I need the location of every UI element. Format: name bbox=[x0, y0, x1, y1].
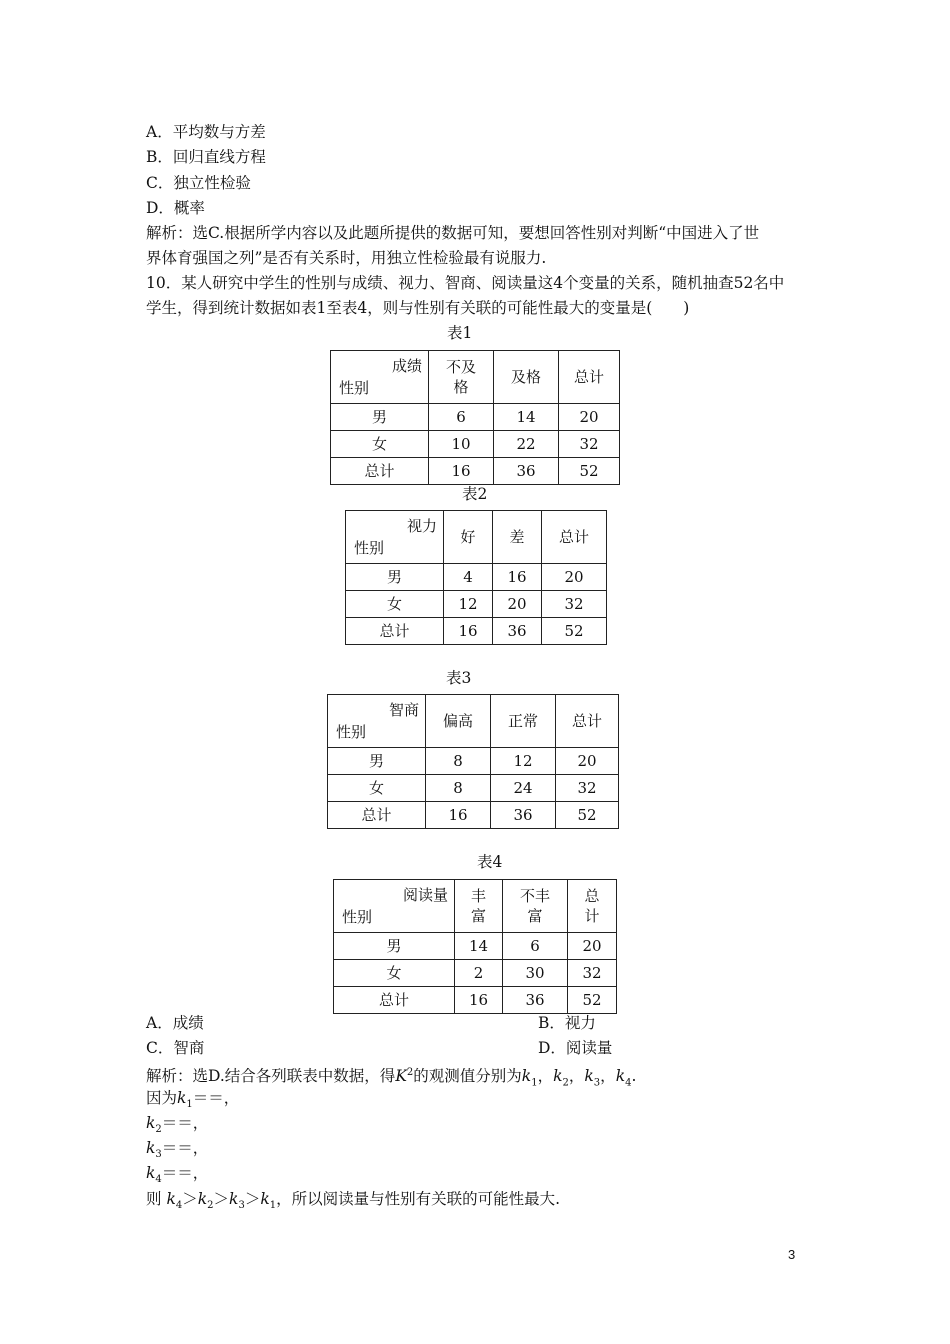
analysis-9-line-1: 解析：选C.根据所学内容以及此题所提供的数据可知，要想回答性别对判断“中国进入了世 bbox=[146, 224, 760, 242]
table-cell: 8 bbox=[426, 748, 491, 775]
table-cell: 22 bbox=[494, 431, 559, 458]
table-1-column-header: 不及格 bbox=[429, 351, 494, 404]
table-cell: 52 bbox=[556, 802, 619, 829]
table-cell: 4 bbox=[444, 564, 493, 591]
table-1-col-header: 成绩 bbox=[391, 357, 422, 375]
table-2 bbox=[345, 510, 607, 645]
table-cell: 16 bbox=[429, 458, 494, 485]
table-cell: 男 bbox=[331, 404, 429, 431]
option-b: B．回归直线方程 bbox=[146, 148, 266, 166]
table-cell: 12 bbox=[444, 591, 493, 618]
table-row bbox=[331, 431, 620, 458]
table-row bbox=[331, 404, 620, 431]
table-cell: 20 bbox=[568, 933, 617, 960]
table-cell: 32 bbox=[542, 591, 607, 618]
table-row bbox=[334, 933, 617, 960]
question-10-line-1: 10．某人研究中学生的性别与成绩、视力、智商、阅读量这4个变量的关系，随机抽查52名中 bbox=[146, 274, 785, 292]
table-cell: 14 bbox=[494, 404, 559, 431]
table-cell: 男 bbox=[346, 564, 444, 591]
choice-a: A．成绩 bbox=[146, 1014, 204, 1032]
analysis-10-k4: $k_4==$， bbox=[146, 1164, 209, 1186]
table-4-col-header: 阅读量 bbox=[402, 886, 448, 904]
table-row bbox=[328, 775, 619, 802]
table-4-column-header: 总计 bbox=[568, 880, 617, 933]
analysis-10-conclusion: 则 $k_4>k_2>k_3>k_1$，所以阅读量与性别有关联的可能性最大. bbox=[146, 1190, 561, 1212]
analysis-9-line-2: 界体育强国之列”是否有关系时，用独立性检验最有说服力. bbox=[146, 249, 547, 267]
table-1-corner bbox=[331, 351, 429, 404]
table-3-column-header: 偏高 bbox=[426, 695, 491, 748]
table-3-col-header: 智商 bbox=[388, 701, 419, 719]
table-2-column-header: 好 bbox=[444, 511, 493, 564]
table-cell: 36 bbox=[491, 802, 556, 829]
table-cell: 2 bbox=[455, 960, 503, 987]
table-1-row-header: 性别 bbox=[339, 379, 370, 397]
question-10-line-2: 学生，得到统计数据如表1至表4，则与性别有关联的可能性最大的变量是( ) bbox=[146, 299, 690, 317]
table-1 bbox=[330, 350, 620, 485]
table-1-column-header: 总计 bbox=[559, 351, 620, 404]
choice-d: D．阅读量 bbox=[538, 1039, 613, 1057]
table-cell: 女 bbox=[331, 431, 429, 458]
table-cell: 女 bbox=[334, 960, 455, 987]
table-cell: 14 bbox=[455, 933, 503, 960]
table-cell: 男 bbox=[328, 748, 426, 775]
table-cell: 16 bbox=[493, 564, 542, 591]
table-3-caption: 表3 bbox=[446, 669, 472, 687]
table-cell: 30 bbox=[503, 960, 568, 987]
table-row bbox=[328, 748, 619, 775]
table-cell: 20 bbox=[556, 748, 619, 775]
table-row bbox=[346, 591, 607, 618]
table-cell: 24 bbox=[491, 775, 556, 802]
table-cell: 6 bbox=[503, 933, 568, 960]
table-cell: 36 bbox=[503, 987, 568, 1014]
table-cell: 36 bbox=[494, 458, 559, 485]
table-2-corner bbox=[346, 511, 444, 564]
analysis-10-intro: 解析：选D.结合各列联表中数据，得$K^2$的观测值分别为$k_1$，$k_2$，$k_3$，$k_4$. bbox=[146, 1067, 637, 1089]
table-row bbox=[346, 564, 607, 591]
table-cell: 16 bbox=[444, 618, 493, 645]
page-number: 3 bbox=[788, 1247, 796, 1262]
table-cell: 总计 bbox=[328, 802, 426, 829]
table-3-column-header: 正常 bbox=[491, 695, 556, 748]
table-2-col-header: 视力 bbox=[406, 517, 437, 535]
table-cell: 32 bbox=[556, 775, 619, 802]
table-cell: 8 bbox=[426, 775, 491, 802]
table-4-column-header: 不丰富 bbox=[503, 880, 568, 933]
table-cell: 总计 bbox=[331, 458, 429, 485]
table-4-caption: 表4 bbox=[477, 853, 503, 871]
table-cell: 总计 bbox=[334, 987, 455, 1014]
table-cell: 20 bbox=[542, 564, 607, 591]
table-row bbox=[334, 960, 617, 987]
table-1-column-header: 及格 bbox=[494, 351, 559, 404]
table-cell: 男 bbox=[334, 933, 455, 960]
option-a: A．平均数与方差 bbox=[146, 123, 266, 141]
table-cell: 32 bbox=[568, 960, 617, 987]
table-cell: 10 bbox=[429, 431, 494, 458]
table-cell: 女 bbox=[328, 775, 426, 802]
table-cell: 52 bbox=[559, 458, 620, 485]
table-cell: 16 bbox=[455, 987, 503, 1014]
table-3-row-header: 性别 bbox=[336, 723, 367, 741]
table-2-caption: 表2 bbox=[462, 485, 488, 503]
table-3 bbox=[327, 694, 619, 829]
table-row bbox=[334, 987, 617, 1014]
choice-b: B．视力 bbox=[538, 1014, 596, 1032]
table-cell: 6 bbox=[429, 404, 494, 431]
option-d: D．概率 bbox=[146, 199, 205, 217]
table-2-column-header: 总计 bbox=[542, 511, 607, 564]
table-cell: 32 bbox=[559, 431, 620, 458]
table-2-column-header: 差 bbox=[493, 511, 542, 564]
table-row bbox=[331, 458, 620, 485]
table-2-row-header: 性别 bbox=[354, 539, 385, 557]
option-c: C．独立性检验 bbox=[146, 174, 251, 192]
choice-c: C．智商 bbox=[146, 1039, 205, 1057]
analysis-10-k1: 因为$k_1==$， bbox=[146, 1089, 240, 1111]
analysis-10-k3: $k_3==$， bbox=[146, 1139, 209, 1161]
table-row bbox=[346, 618, 607, 645]
table-cell: 12 bbox=[491, 748, 556, 775]
table-3-column-header: 总计 bbox=[556, 695, 619, 748]
table-4-column-header: 丰富 bbox=[455, 880, 503, 933]
table-3-corner bbox=[328, 695, 426, 748]
table-4-corner bbox=[334, 880, 455, 933]
table-cell: 52 bbox=[542, 618, 607, 645]
table-cell: 52 bbox=[568, 987, 617, 1014]
table-4 bbox=[333, 879, 617, 1014]
table-row bbox=[328, 802, 619, 829]
analysis-10-k2: $k_2==$， bbox=[146, 1114, 209, 1136]
table-cell: 20 bbox=[559, 404, 620, 431]
table-cell: 16 bbox=[426, 802, 491, 829]
table-cell: 女 bbox=[346, 591, 444, 618]
table-cell: 36 bbox=[493, 618, 542, 645]
table-4-row-header: 性别 bbox=[342, 908, 373, 926]
table-cell: 总计 bbox=[346, 618, 444, 645]
table-cell: 20 bbox=[493, 591, 542, 618]
table-1-caption: 表1 bbox=[447, 324, 473, 342]
